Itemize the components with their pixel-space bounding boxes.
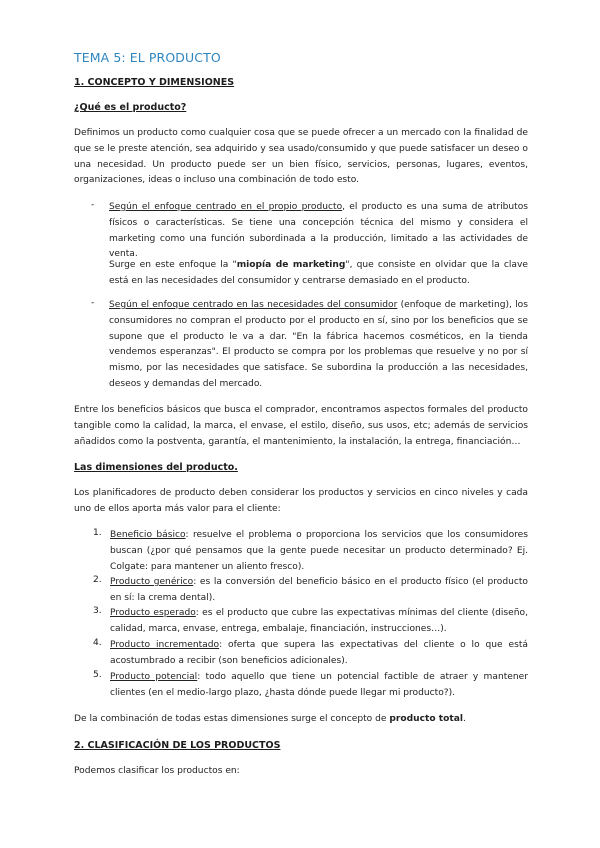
level-number: 4. — [93, 638, 102, 648]
level-number: 2. — [93, 575, 102, 585]
bullet-consumer-focus-text: (enfoque de marketing), los consumidores no compran el producto por el producto en sí, sino por los beneficios que se supone que el producto le va a dar. "En la fábrica hacemos cosméticos, en la tienda vendemos esperanzas". El producto se compra por los problemas que resuelve y no por sí mismo, por las necesidades que satisface. Se subordina la producción a las necesidades, deseos y demandas del mercado. — [109, 300, 528, 389]
bullet-product-focus — [109, 200, 528, 263]
page-title: TEMA 5: EL PRODUCTO — [74, 50, 221, 65]
benefits-paragraph: Entre los beneficios básicos que busca el comprador, encontramos aspectos formales del producto tangible como la calidad, la marca, el envase, el estilo, diseño, sus usos, etc; además de servicios añadidos como la postventa, garantía, el mantenimiento, la instalación, la entrega, financiación… — [74, 405, 528, 447]
bullet-product-focus-text: , el producto es una suma de atributos físicos o características. Se tiene una concepción técnica del mismo y considera el marketing como una función subordinada a la producción, limitado a las actividades de venta. — [109, 202, 528, 260]
level-name: Producto incrementado — [110, 640, 220, 650]
level-item — [110, 670, 528, 702]
bullet-product-focus-title: Según el enfoque centrado en el propio producto — [109, 202, 343, 212]
level-name: Producto potencial — [110, 672, 198, 682]
level-number: 5. — [93, 670, 102, 680]
intro-paragraph: Definimos un producto como cualquier cosa que se puede ofrecer a un mercado con la finalidad de que se le preste atención, sea adquirido y sea usado/consumido y que puede satisfacer un deseo o una necesidad. Un producto puede ser un bien físico, servicios, personas, lugares, eventos, organizaciones, ideas o incluso una combinación de todo esto. — [74, 128, 528, 186]
miopia-text-a: Surge en este enfoque la " — [109, 260, 237, 270]
miopia-bold: miopía de marketing — [236, 260, 346, 270]
level-number: 3. — [93, 606, 102, 616]
level-item — [110, 528, 528, 575]
level-desc: : todo aquello que tiene un potencial factible de atraer y mantener clientes (en el medio-largo plazo, ¿hasta dónde puede llegar mi producto?). — [110, 672, 528, 698]
level-item — [110, 638, 528, 670]
level-desc: : resuelve el problema o proporciona los servicios que los consumidores buscan (¿por qué pensamos que la gente puede necesitar un producto determinado? Ej. Colgate: para mantener un aliento fresco). — [110, 530, 528, 572]
level-name: Producto esperado — [110, 608, 196, 618]
classify-paragraph: Podemos clasificar los productos en: — [74, 766, 240, 776]
miopia-text-b: ", que consiste en olvidar que la clave está en las necesidades del consumidor y centrarse demasiado en el producto. — [109, 260, 528, 286]
combination-text: De la combinación de todas estas dimensiones surge el concepto de — [74, 714, 390, 724]
bullet-consumer-focus — [109, 298, 528, 393]
subheading-dimensiones: Las dimensiones del producto. — [74, 462, 238, 473]
level-desc: : es el producto que cubre las expectativas mínimas del cliente (diseño, calidad, marca, envase, entrega, embalaje, financiación, instrucciones…). — [110, 608, 528, 634]
combination-end: . — [462, 714, 466, 724]
bullet-dash: - — [91, 298, 95, 308]
dimensions-intro: Los planificadores de producto deben considerar los productos y servicios en cinco niveles y cada uno de ellos aporta más valor para el cliente: — [74, 488, 528, 514]
level-desc: : oferta que supera las expectativas del cliente o lo que está acostumbrado a recibir (son beneficios adicionales). — [110, 640, 528, 666]
section-heading-concepto: 1. CONCEPTO Y DIMENSIONES — [74, 77, 235, 88]
level-name: Producto genérico — [110, 577, 194, 587]
combination-paragraph — [74, 712, 528, 728]
bullet-consumer-focus-title: Según el enfoque centrado en las necesidades del consumidor — [109, 300, 398, 310]
level-number: 1. — [93, 528, 102, 538]
producto-total-bold: producto total — [389, 714, 463, 724]
level-item — [110, 606, 528, 638]
level-desc: : es la conversión del beneficio básico en el producto físico (el producto en sí: la crema dental). — [110, 577, 528, 603]
level-item — [110, 575, 528, 607]
section-heading-clasificacion: 2. CLASIFICACIÓN DE LOS PRODUCTOS — [74, 740, 281, 751]
bullet-dash: - — [91, 200, 95, 210]
subheading-que-es: ¿Qué es el producto? — [74, 102, 187, 113]
level-name: Beneficio básico — [110, 530, 186, 540]
miopia-paragraph — [109, 258, 528, 290]
